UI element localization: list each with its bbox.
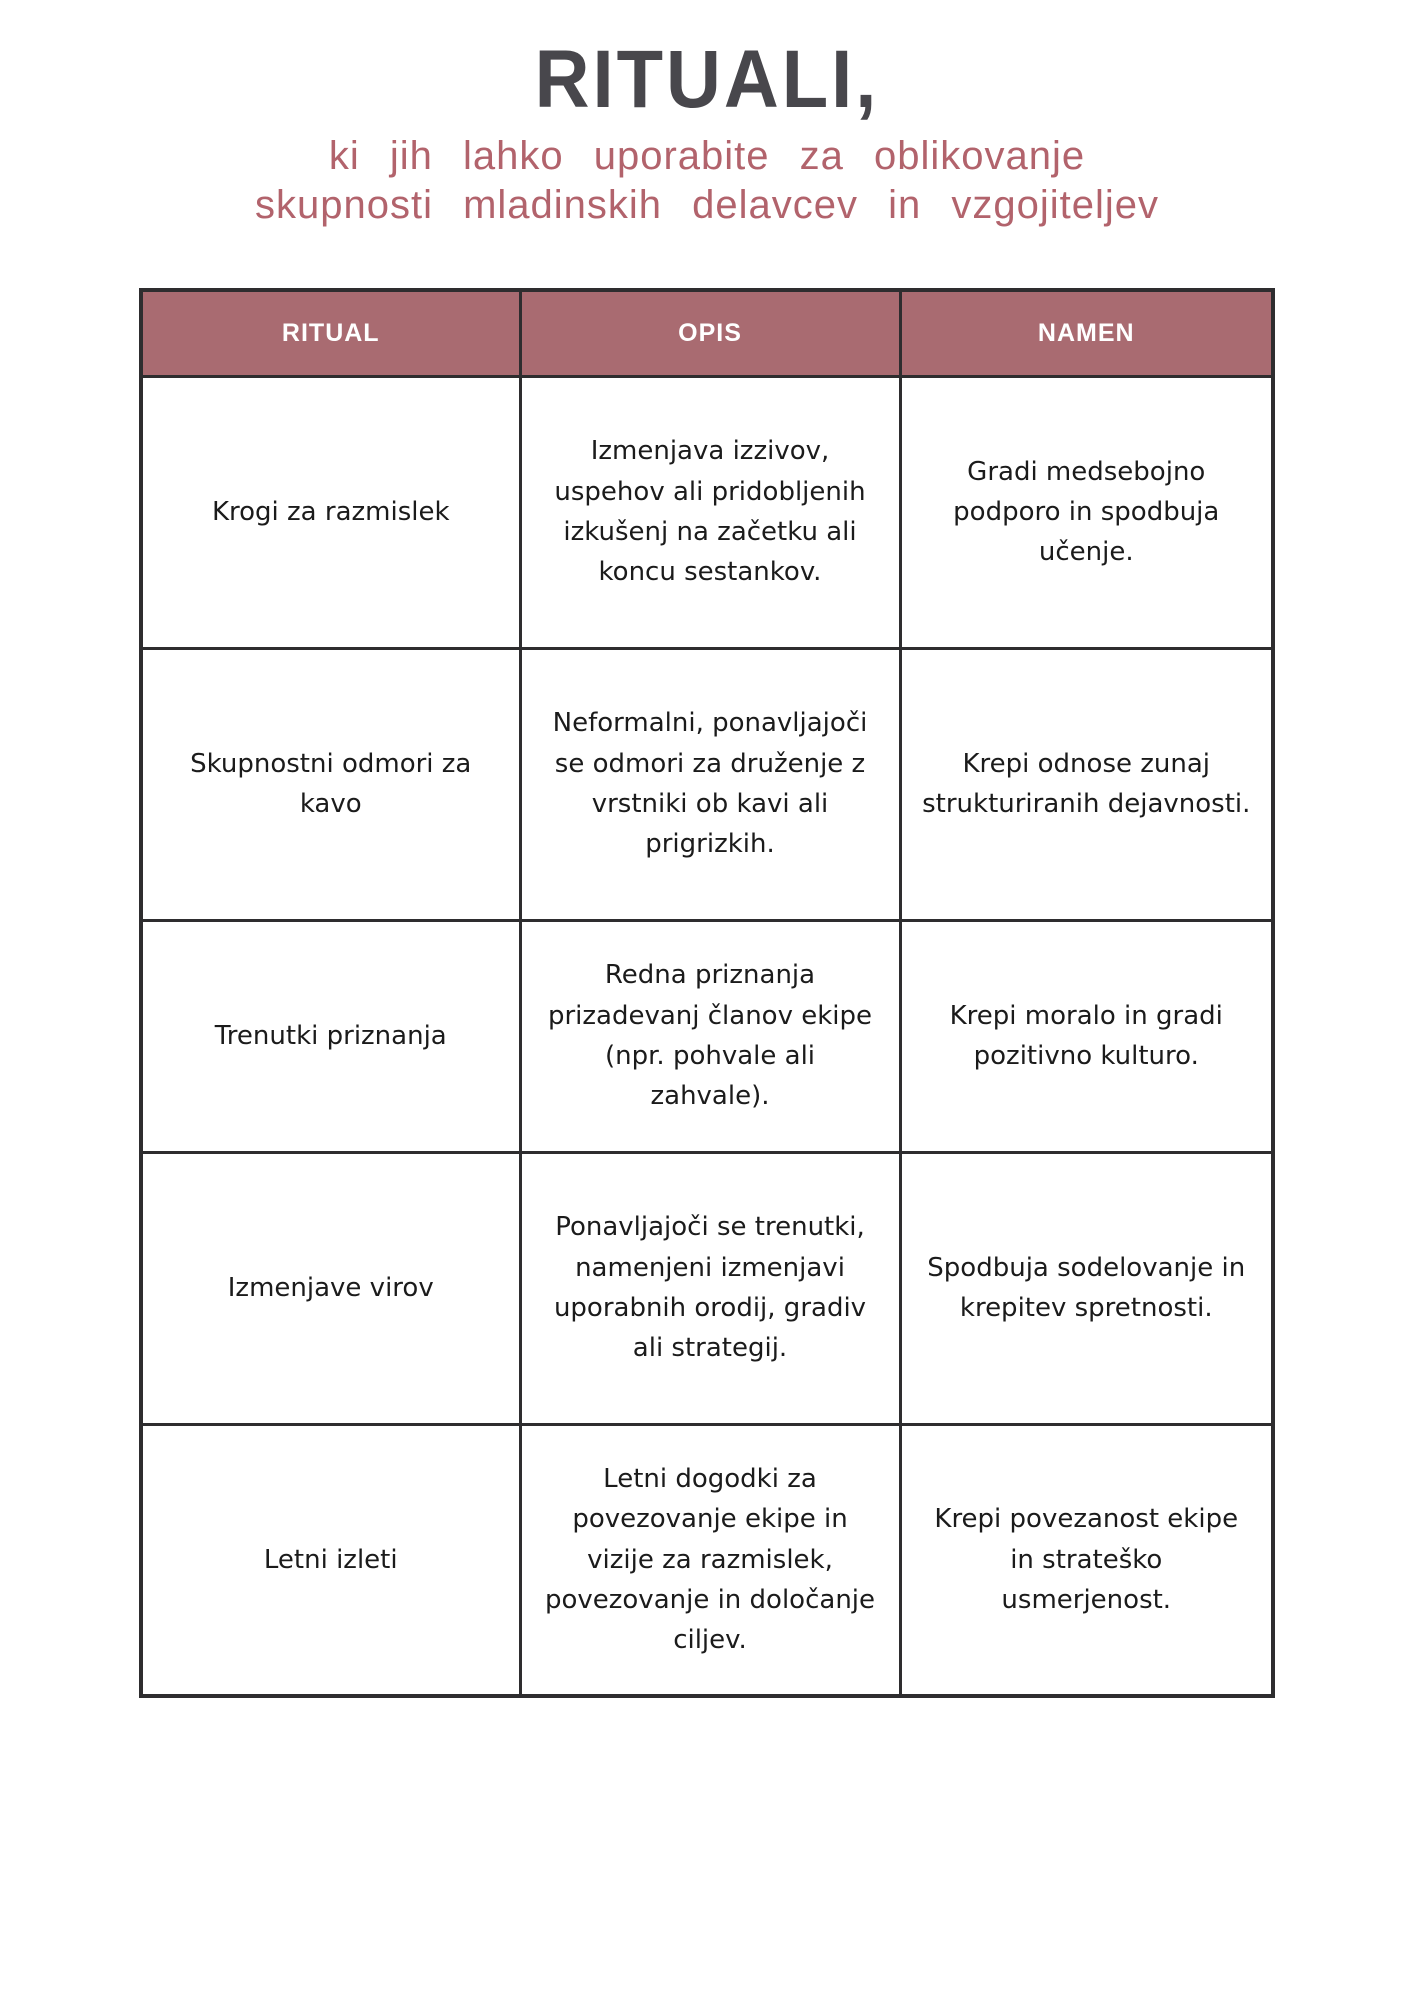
namen-cell: Krepi odnose zunaj strukturiranih dejavnosti.	[900, 648, 1273, 920]
page-subtitle	[0, 132, 1414, 230]
column-header-namen: NAMEN	[900, 290, 1273, 376]
table-row	[141, 920, 1273, 1152]
table-row	[141, 376, 1273, 648]
column-header-opis: OPIS	[520, 290, 900, 376]
subtitle-line-1: ki jih lahko uporabite za oblikovanje	[328, 134, 1086, 178]
ritual-cell: Letni izleti	[141, 1424, 520, 1696]
ritual-cell: Trenutki priznanja	[141, 920, 520, 1152]
table-row	[141, 1152, 1273, 1424]
opis-cell: Izmenjava izzivov, uspehov ali pridobljenih izkušenj na začetku ali koncu sestankov.	[520, 376, 900, 648]
rituals-table	[139, 288, 1275, 1698]
table-row	[141, 648, 1273, 920]
subtitle-line-2: skupnosti mladinskih delavcev in vzgojiteljev	[254, 183, 1160, 227]
namen-cell: Krepi moralo in gradi pozitivno kulturo.	[900, 920, 1273, 1152]
ritual-cell: Krogi za razmislek	[141, 376, 520, 648]
table-body	[141, 376, 1273, 1696]
opis-cell: Ponavljajoči se trenutki, namenjeni izmenjavi uporabnih orodij, gradiv ali strategij.	[520, 1152, 900, 1424]
namen-cell: Spodbuja sodelovanje in krepitev spretnosti.	[900, 1152, 1273, 1424]
column-header-ritual: RITUAL	[141, 290, 520, 376]
table-header-row	[141, 290, 1273, 376]
table-header	[141, 290, 1273, 376]
ritual-cell: Izmenjave virov	[141, 1152, 520, 1424]
namen-cell: Gradi medsebojno podporo in spodbuja učenje.	[900, 376, 1273, 648]
opis-cell: Redna priznanja prizadevanj članov ekipe (npr. pohvale ali zahvale).	[520, 920, 900, 1152]
page-title: RITUALI,	[534, 33, 880, 126]
namen-cell: Krepi povezanost ekipe in strateško usmerjenost.	[900, 1424, 1273, 1696]
ritual-cell: Skupnostni odmori za kavo	[141, 648, 520, 920]
table-row	[141, 1424, 1273, 1696]
opis-cell: Neformalni, ponavljajoči se odmori za druženje z vrstniki ob kavi ali prigrizkih.	[520, 648, 900, 920]
opis-cell: Letni dogodki za povezovanje ekipe in vizije za razmislek, povezovanje in določanje ciljev.	[520, 1424, 900, 1696]
